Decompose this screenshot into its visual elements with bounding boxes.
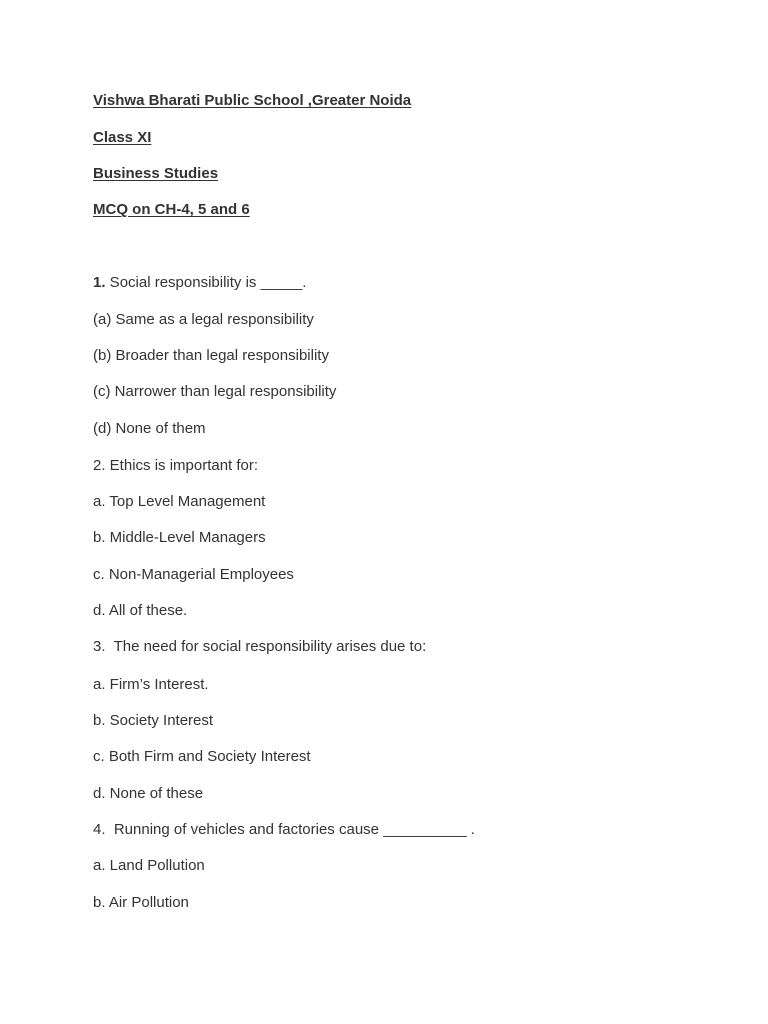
question-1-option-d: (d) None of them — [93, 420, 206, 437]
question-2-option-b: b. Middle-Level Managers — [93, 529, 266, 546]
topic-heading: MCQ on CH-4, 5 and 6 — [93, 201, 250, 218]
question-text: Social responsibility is _____. — [105, 274, 307, 291]
school-heading: Vishwa Bharati Public School ,Greater Noida — [93, 92, 412, 109]
question-2: 2. Ethics is important for: — [93, 457, 259, 474]
question-1 — [93, 274, 306, 292]
question-3-option-a: a. Firm’s Interest. — [93, 676, 209, 693]
question-3: 3. The need for social responsibility arises due to: — [93, 638, 427, 655]
question-number: 1. — [93, 274, 106, 291]
question-4-option-b: b. Air Pollution — [93, 894, 189, 911]
question-2-option-a: a. Top Level Management — [93, 493, 266, 510]
question-4: 4. Running of vehicles and factories cause __________ . — [93, 821, 475, 838]
question-2-option-c: c. Non-Managerial Employees — [93, 566, 294, 583]
subject-heading: Business Studies — [93, 165, 219, 182]
question-3-option-b: b. Society Interest — [93, 712, 214, 729]
question-4-option-a: a. Land Pollution — [93, 857, 205, 874]
question-1-option-b: (b) Broader than legal responsibility — [93, 347, 329, 364]
question-1-option-c: (c) Narrower than legal responsibility — [93, 383, 337, 400]
class-heading: Class XI — [93, 129, 152, 146]
question-3-option-d: d. None of these — [93, 785, 204, 802]
question-1-option-a: (a) Same as a legal responsibility — [93, 311, 314, 328]
question-3-option-c: c. Both Firm and Society Interest — [93, 748, 311, 765]
question-2-option-d: d. All of these. — [93, 602, 188, 619]
